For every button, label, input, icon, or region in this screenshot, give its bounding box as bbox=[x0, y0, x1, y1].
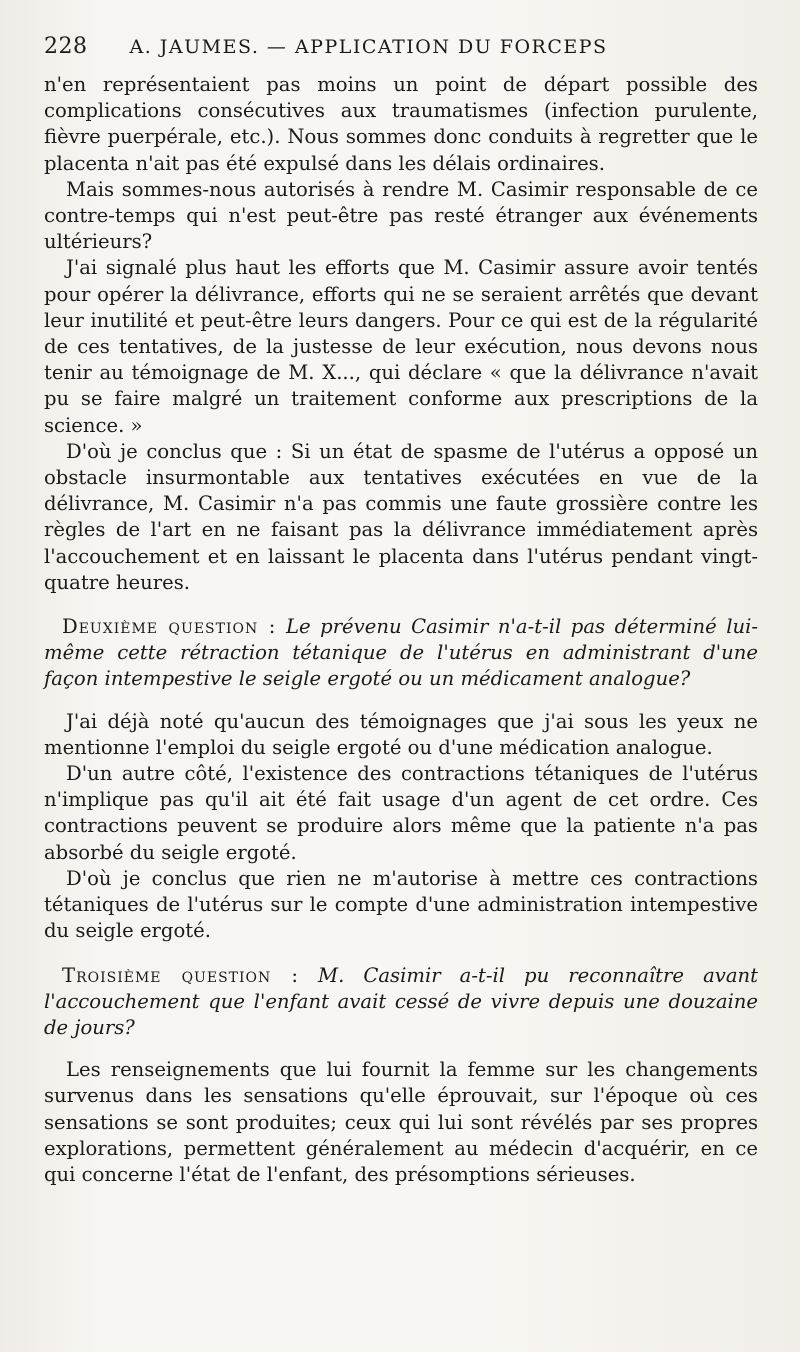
question-heading-3 bbox=[44, 963, 758, 1042]
question-text: M. Casimir a-t-il pu reconnaître avant l'accouchement que l'enfant avait cessé de vivre depuis une douzaine de jours? bbox=[44, 963, 759, 1039]
paragraph: Les renseignements que lui fournit la femme sur les changements survenus dans les sensations qu'elle éprouvait, sur l'époque où ces sensations se sont produites; ceux qui lui sont révélés par ses propres explorations, permettent généralement au médecin d'acquérir, en ce qui concerne l'état de l'enfant, des présomptions sérieuses. bbox=[44, 1058, 758, 1186]
paragraph: D'où je conclus que : Si un état de spasme de l'utérus a opposé un obstacle insurmontable aux tentatives exécutées en vue de la délivrance, M. Casimir n'a pas commis une faute grossière contre les règles de l'art en ne faisant pas la délivrance immédiatement après l'accouchement et en laissant le placenta dans l'utérus pendant vingt-quatre heures. bbox=[44, 439, 758, 594]
paragraph: Mais sommes-nous autorisés à rendre M. Casimir responsable de ce contre-temps qui n'est peut-être pas resté étranger aux événements ultérieurs? bbox=[44, 177, 758, 254]
paragraph: D'où je conclus que rien ne m'autorise à mettre ces contractions tétaniques de l'utérus sur le compte d'une administration intempestive du seigle ergoté. bbox=[44, 866, 758, 943]
page-number: 228 bbox=[44, 34, 88, 59]
paragraph: J'ai signalé plus haut les efforts que M. Casimir assure avoir tentés pour opérer la délivrance, efforts qui ne se seraient arrêtés que devant leur inutilité et peut-être leurs dangers. Pour ce qui est de la régularité de ces tentatives, de la justesse de leur exécution, nous devons nous tenir au témoignage de M. X..., qui déclare « que la délivrance n'avait pu se faire malgré un traitement conforme aux prescriptions de la science. » bbox=[44, 256, 758, 437]
paragraph: n'en représentaient pas moins un point de départ possible des complications consécutives aux traumatismes (infection purulente, fièvre puerpérale, etc.). Nous sommes donc conduits à regretter que le placenta n'ait pas été expulsé dans les délais ordinaires. bbox=[44, 73, 758, 175]
question-label: Troisième question : bbox=[62, 963, 299, 987]
page-header bbox=[44, 34, 758, 72]
paragraph: D'un autre côté, l'existence des contractions tétaniques de l'utérus n'implique pas qu'il ait été fait usage d'un agent de cet ordre. Ces contractions peuvent se produire alors même que la patiente n'a pas absorbé du seigle ergoté. bbox=[44, 762, 758, 864]
question-label: Deuxième question : bbox=[62, 615, 277, 639]
question-heading-2 bbox=[44, 614, 758, 693]
body-text bbox=[44, 1057, 758, 1188]
question-text: Le prévenu Casimir n'a-t-il pas déterminé lui-même cette rétraction tétanique de l'utérus en administrant d'une façon intempestive le seigle ergoté ou un médicament analogue? bbox=[44, 615, 758, 691]
body-text bbox=[44, 709, 758, 945]
paragraph: J'ai déjà noté qu'aucun des témoignages que j'ai sous les yeux ne mentionne l'emploi du seigle ergoté ou d'une médication analogue. bbox=[44, 709, 758, 759]
running-head: A. JAUMES. — APPLICATION DU FORCEPS bbox=[129, 36, 608, 58]
body-text bbox=[44, 72, 758, 596]
